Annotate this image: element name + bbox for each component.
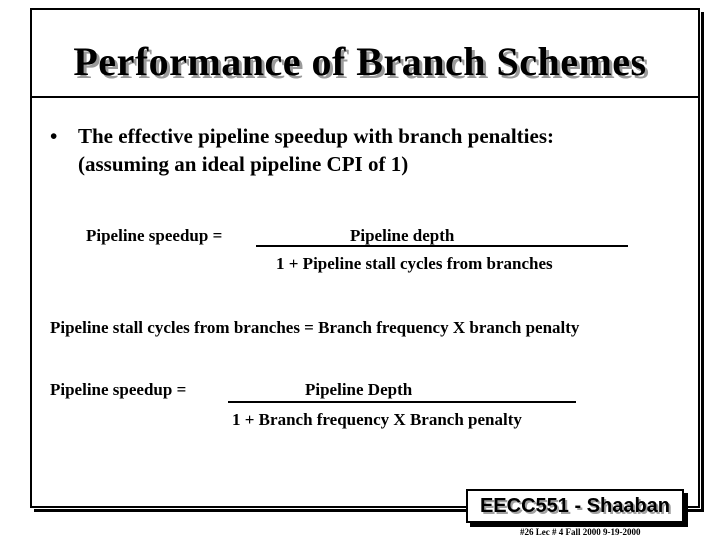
formula3-fraction-bar <box>228 401 576 403</box>
formula2-text: Pipeline stall cycles from branches = Branch frequency X branch penalty <box>50 318 580 337</box>
slide-footer: #26 Lec # 4 Fall 2000 9-19-2000 <box>520 527 641 537</box>
bullet-line-2: (assuming an ideal pipeline CPI of 1) <box>78 152 409 176</box>
formula1-lhs: Pipeline speedup = <box>86 226 223 245</box>
formula3-lhs: Pipeline speedup = <box>50 380 187 399</box>
formula3-numerator: Pipeline Depth <box>305 380 413 399</box>
formula1-numerator: Pipeline depth <box>350 226 455 245</box>
formula1-fraction-bar <box>256 245 628 247</box>
formula3-denominator: 1 + Branch frequency X Branch penalty <box>232 410 522 429</box>
slide-title: Performance of Branch Schemes <box>73 39 647 84</box>
title-divider <box>30 96 700 98</box>
bullet-marker: • <box>50 124 58 148</box>
course-badge: EECC551 - Shaaban <box>466 489 684 523</box>
bullet-line-1: The effective pipeline speedup with branch penalties: <box>78 124 554 148</box>
formula1-denominator: 1 + Pipeline stall cycles from branches <box>276 254 553 273</box>
